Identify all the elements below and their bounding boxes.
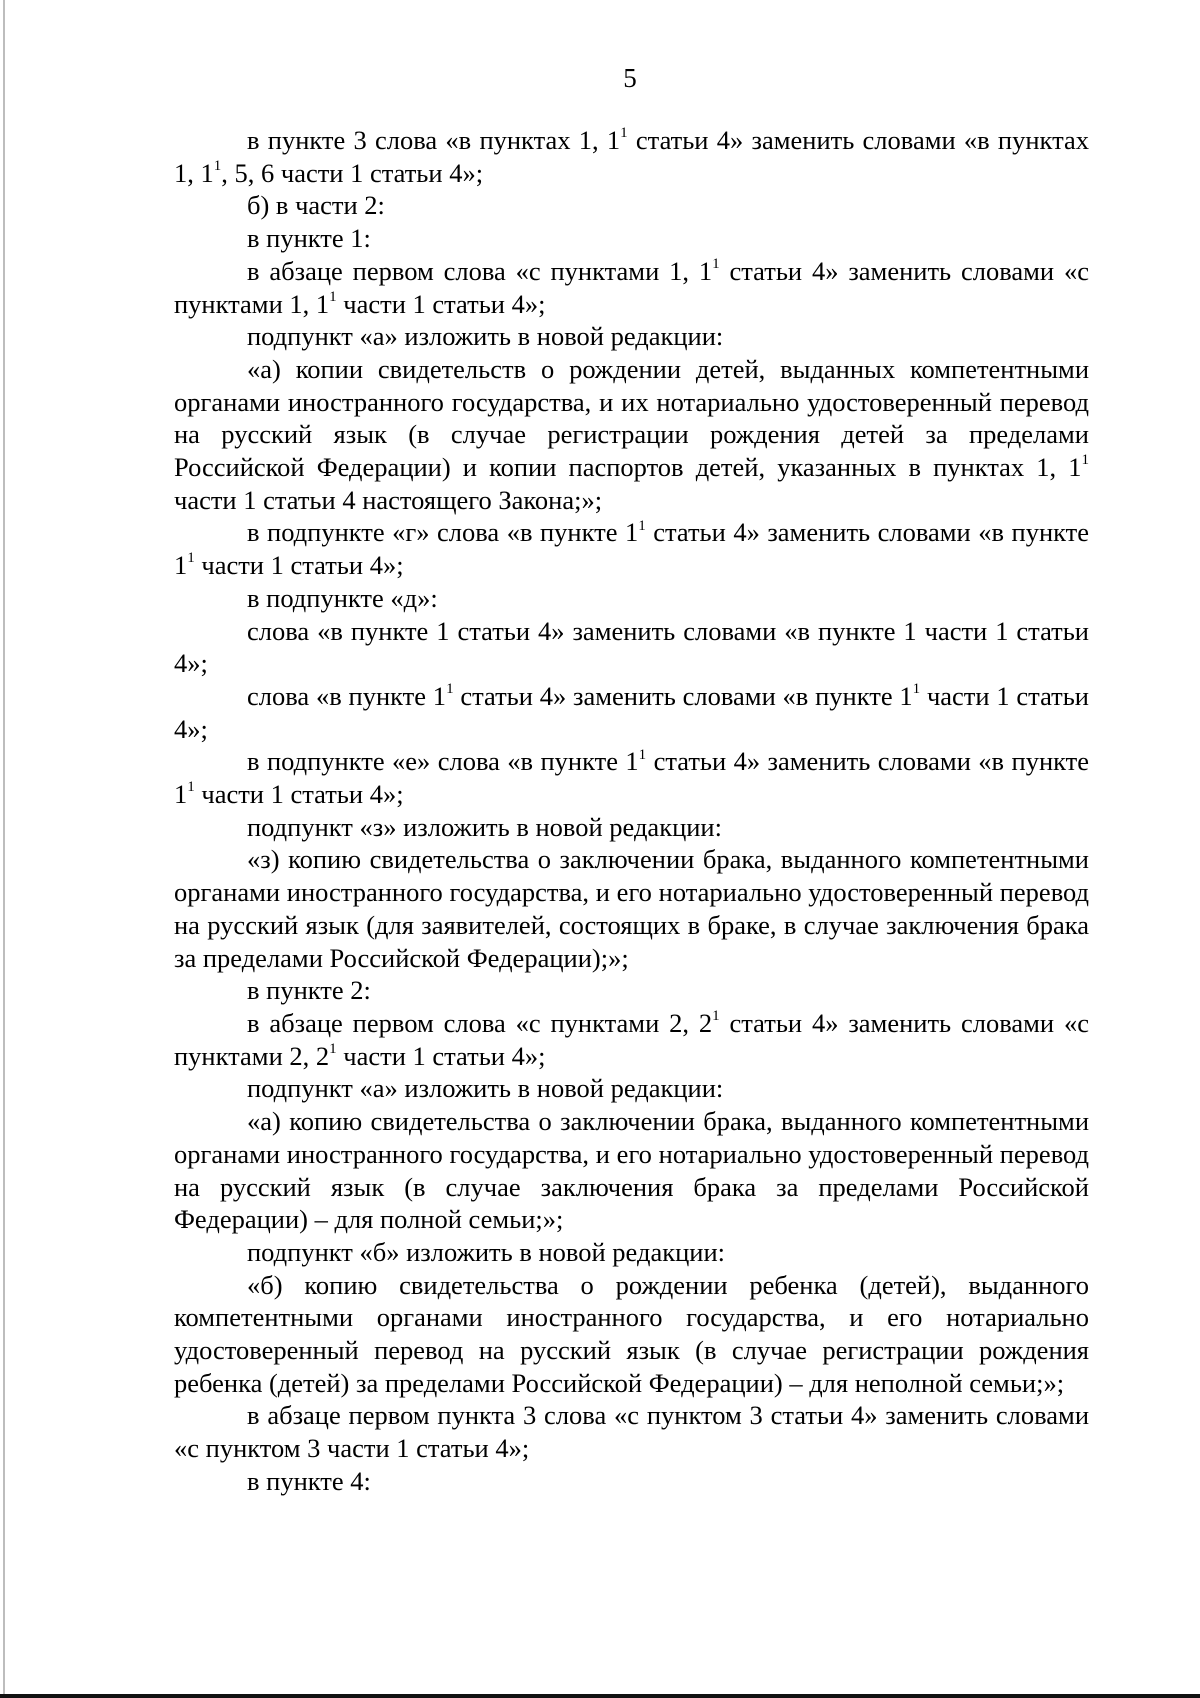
paragraph: подпункт «б» изложить в новой редакции: — [247, 1236, 725, 1267]
paragraph: б) в части 2: — [247, 190, 385, 221]
paragraph: подпункт «а» изложить в новой редакции: — [247, 1073, 724, 1104]
paragraph: слова «в пункте $1^1$ статьи 4» заменить словами «в пункте $1^1$ части 1 статьи 4»; — [174, 680, 1089, 744]
paragraph: подпункт «а» изложить в новой редакции: — [247, 321, 724, 352]
superscript-index: 1 — [1081, 452, 1089, 469]
paragraph: «б) копию свидетельства о рождении ребенка (детей), выданного компетентными органами иностранного государства, и его нотариально удостоверенный перевод на русский язык (в случае регистрации рождения ребенка (детей) за пределами Российской Федерации) – для неполной семьи;»; — [174, 1269, 1089, 1398]
paragraph: подпункт «з» изложить в новой редакции: — [247, 811, 722, 842]
superscript-index: 1 — [329, 288, 337, 305]
page-left-edge — [3, 0, 5, 1698]
superscript-index: 1 — [446, 681, 454, 698]
superscript-index: 1 — [712, 255, 720, 272]
superscript-index: 1 — [329, 1040, 337, 1057]
paragraph: «з) копию свидетельства о заключении брака, выданного компетентными органами иностранного государства, и его нотариально удостоверенный перевод на русский язык (для заявителей, состоящих в браке, в случае заключения брака за пределами Российской Федерации);»; — [174, 844, 1089, 973]
superscript-index: 1 — [187, 779, 195, 796]
paragraph: в пункте 2: — [247, 975, 371, 1006]
superscript-index: 1 — [638, 746, 647, 763]
superscript-index: 1 — [712, 1008, 720, 1025]
page-number: 5 — [623, 63, 637, 93]
superscript-index: 1 — [638, 517, 646, 534]
superscript-index: 1 — [620, 125, 628, 142]
superscript-index: 1 — [213, 157, 222, 174]
paragraph: в абзаце первом слова «с пунктами 2, $2^1$ статьи 4» заменить словами «с пунктами 2, $2^1$ части 1 статьи 4»; — [174, 1007, 1089, 1071]
paragraph: в абзаце первом пункта 3 слова «с пунктом 3 статьи 4» заменить словами «с пунктом 3 части 1 статьи 4»; — [174, 1400, 1089, 1464]
paragraph: в подпункте «е» слова «в пункте $1^1$ статьи 4» заменить словами «в пункте $1^1$ части 1 статьи 4»; — [174, 746, 1089, 810]
page-bottom-edge — [0, 1694, 1200, 1698]
superscript-index: 1 — [912, 681, 921, 698]
paragraph: слова «в пункте 1 статьи 4» заменить словами «в пункте 1 части 1 статьи 4»; — [174, 615, 1089, 679]
document-body — [174, 124, 1089, 1498]
paragraph: в подпункте «д»: — [247, 582, 438, 613]
paragraph: в пункте 1: — [247, 223, 371, 254]
paragraph: в пункте 3 слова «в пунктах 1, $1^1$ статьи 4» заменить словами «в пунктах 1, $1^1$, 5, 6 части 1 статьи 4»; — [174, 125, 1089, 188]
paragraph: в подпункте «г» слова «в пункте $1^1$ статьи 4» заменить словами «в пункте $1^1$ части 1 статьи 4»; — [174, 517, 1089, 581]
paragraph: «а) копию свидетельства о заключении брака, выданного компетентными органами иностранного государства, и его нотариально удостоверенный перевод на русский язык (в случае заключения брака за пределами Российской Федерации) – для полной семьи;»; — [174, 1106, 1089, 1235]
superscript-index: 1 — [187, 550, 195, 567]
paragraph: в абзаце первом слова «с пунктами 1, $1^1$ статьи 4» заменить словами «с пунктами 1, $1^1$ части 1 статьи 4»; — [174, 255, 1089, 319]
paragraph: в пункте 4: — [247, 1465, 371, 1496]
paragraph: «а) копии свидетельств о рождении детей, выданных компетентными органами иностранного государства, и их нотариально удостоверенный перевод на русский язык (в случае регистрации рождения детей за пределами Российской Федерации) и копии паспортов детей, указанных в пунктах 1, $1^1$ части 1 статьи 4 настоящего Закона;»; — [174, 353, 1089, 515]
